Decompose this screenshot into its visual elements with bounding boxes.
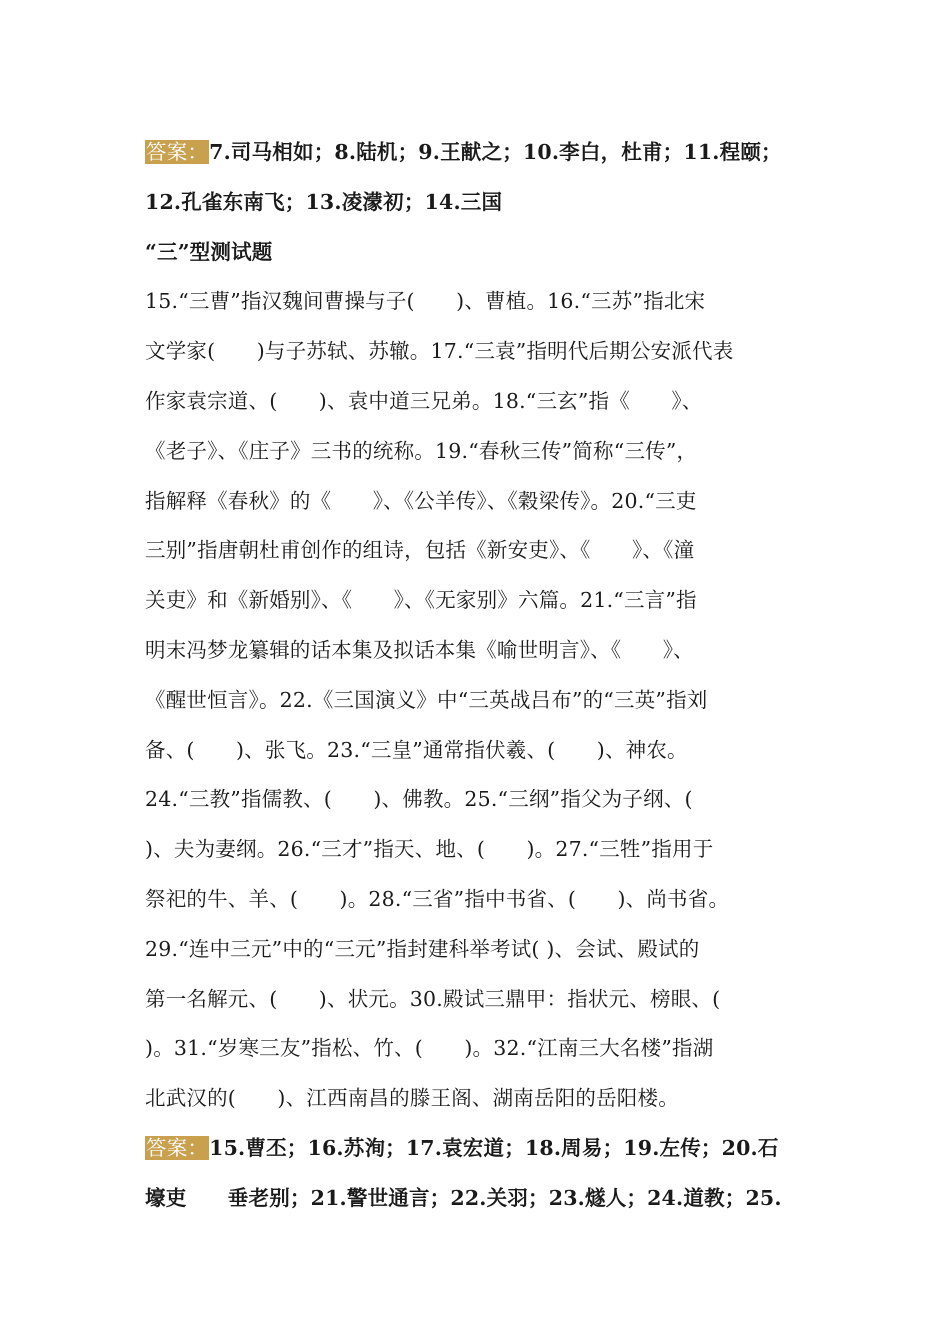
answer-block-2-line-2: 壕吏 垂老别；21.警世通言；22.关羽；23.燧人；24.道教；25.: [145, 1185, 782, 1210]
answer-text: 7.司马相如；8.陆机；9.王献之；10.李白，杜甫；11.程颐；: [209, 140, 782, 164]
section-heading: “三”型测试题: [145, 239, 273, 264]
answer-block-1-line-2: 12.孔雀东南飞；13.凌濛初；14.三国: [145, 189, 503, 214]
question-line: 24.“三教”指儒教、( )、佛教。25.“三纲”指父为子纲、(: [145, 787, 693, 812]
answer-label-badge: 答案：: [146, 140, 209, 164]
question-line: 文学家( )与子苏轼、苏辙。17.“三袁”指明代后期公安派代表: [145, 339, 734, 364]
question-line: 《老子》、《庄子》三书的统称。19.“春秋三传”简称“三传”，: [145, 438, 698, 463]
question-line: )。31.“岁寒三友”指松、竹、( )。32.“江南三大名楼”指湖: [145, 1036, 714, 1061]
question-line: 《醒世恒言》。22.《三国演义》中“三英战吕布”的“三英”指刘: [145, 687, 708, 712]
question-line: 作家袁宗道、( )、袁中道三兄弟。18.“三玄”指《 》、: [145, 388, 703, 413]
document-page: [145, 128, 810, 1224]
question-line: 三别”指唐朝杜甫创作的组诗，包括《新安吏》、《 》、《潼: [145, 538, 695, 563]
question-line: )、夫为妻纲。26.“三才”指天、地、( )。27.“三牲”指用于: [145, 837, 714, 862]
question-line: 备、( )、张飞。23.“三皇”通常指伏羲、( )、神农。: [145, 737, 688, 762]
question-line: 北武汉的( )、江西南昌的滕王阁、湖南岳阳的岳阳楼。: [145, 1086, 679, 1111]
answer-label-badge: 答案：: [146, 1135, 209, 1160]
question-line: 第一名解元、( )、状元。30.殿试三鼎甲：指状元、榜眼、(: [145, 986, 721, 1011]
question-line: 指解释《春秋》的《 》、《公羊传》、《穀梁传》。20.“三吏: [145, 488, 697, 513]
answer-block-2-line-1: [145, 1124, 810, 1174]
answer-block-1-line-1: [145, 128, 810, 178]
question-line: 29.“连中三元”中的“三元”指封建科举考试( )、会试、殿试的: [145, 936, 700, 961]
question-line: 祭祀的牛、羊、( )。28.“三省”指中书省、( )、尚书省。: [145, 886, 730, 911]
question-line: 关吏》和《新婚别》、《 》、《无家别》六篇。21.“三言”指: [145, 588, 697, 613]
answer-text: 15.曹丕；16.苏洵；17.袁宏道；18.周易；19.左传；20.石: [209, 1135, 779, 1160]
question-line: 15.“三曹”指汉魏间曹操与子( )、曹植。16.“三苏”指北宋: [145, 289, 706, 314]
question-line: 明末冯梦龙纂辑的话本集及拟话本集《喻世明言》、《 》、: [145, 637, 694, 662]
